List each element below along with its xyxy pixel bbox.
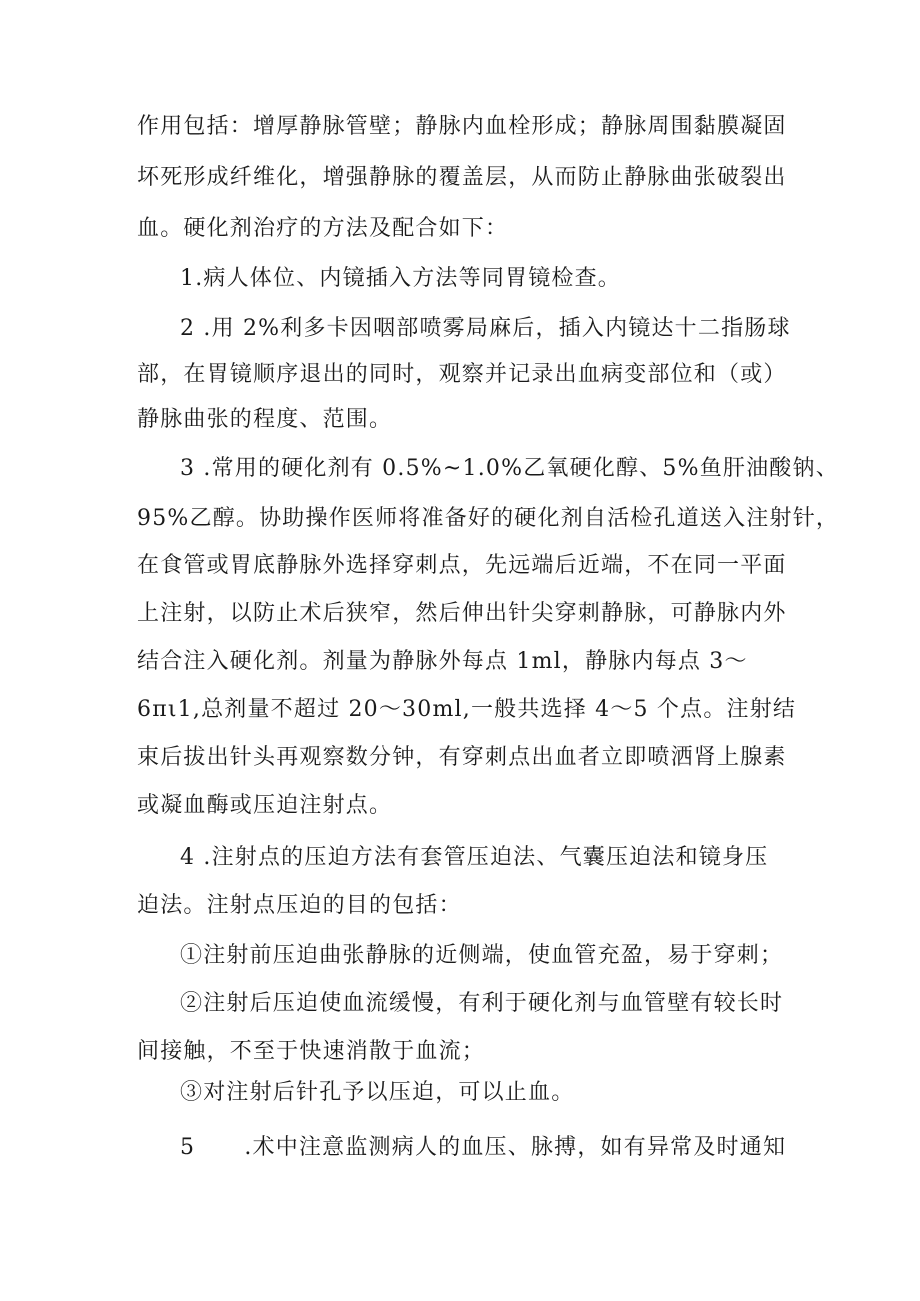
text-line: 6πι1,总剂量不超过 20～30ml,一般共选择 4～5 个点。注射结 bbox=[137, 697, 797, 722]
sub-item-3: ③对注射后针孔予以压迫，可以止血。 bbox=[180, 1080, 575, 1105]
text-line: 坏死形成纤维化，增强静脉的覆盖层，从而防止静脉曲张破裂出 bbox=[137, 165, 787, 190]
text-line: 迫法。注射点压迫的目的包括： bbox=[137, 893, 462, 918]
list-item-2: 2 .用 2%利多卡因咽部喷雾局麻后，插入内镜达十二指肠球 bbox=[180, 316, 791, 341]
text-line: 血。硬化剂治疗的方法及配合如下： bbox=[137, 216, 509, 241]
text-line: 部，在胃镜顺序退出的同时，观察并记录出血病变部位和（或） bbox=[137, 362, 787, 387]
text-line: 束后拔出针头再观察数分钟，有穿刺点出血者立即喷洒肾上腺素 bbox=[137, 745, 787, 770]
text-line: 上注射，以防止术后狭窄，然后伸出针尖穿刺静脉，可静脉内外 bbox=[137, 601, 787, 626]
list-item-1: 1.病人体位、内镜插入方法等同胃镜检查。 bbox=[180, 266, 621, 291]
list-item-4: 4 .注射点的压迫方法有套管压迫法、气囊压迫法和镜身压 bbox=[180, 845, 769, 870]
list-item-5: 5 .术中注意监测病人的血压、脉搏，如有异常及时通知 bbox=[180, 1135, 787, 1160]
text-line: 结合注入硬化剂。剂量为静脉外每点 1ml，静脉内每点 3～ bbox=[137, 649, 748, 674]
text-line: 在食管或胃底静脉外选择穿刺点，先远端后近端，不在同一平面 bbox=[137, 553, 787, 578]
text-line: 或凝血酶或压迫注射点。 bbox=[137, 793, 393, 818]
text-line: 95%乙醇。协助操作医师将准备好的硬化剂自活检孔道送入注射针， bbox=[137, 506, 840, 531]
list-item-3: 3 .常用的硬化剂有 0.5%~1.0%乙氧硬化醇、5%鱼肝油酸钠、 bbox=[180, 456, 839, 481]
sub-item-2: ②注射后压迫使血流缓慢，有利于硬化剂与血管壁有较长时 bbox=[180, 991, 784, 1016]
text-line: 间接触，不至于快速消散于血流； bbox=[137, 1039, 486, 1064]
text-line: 作用包括：增厚静脉管壁；静脉内血栓形成；静脉周围黏膜凝固 bbox=[137, 114, 787, 139]
sub-item-1: ①注射前压迫曲张静脉的近侧端，使血管充盈，易于穿刺； bbox=[180, 943, 784, 968]
text-line: 静脉曲张的程度、范围。 bbox=[137, 407, 393, 432]
